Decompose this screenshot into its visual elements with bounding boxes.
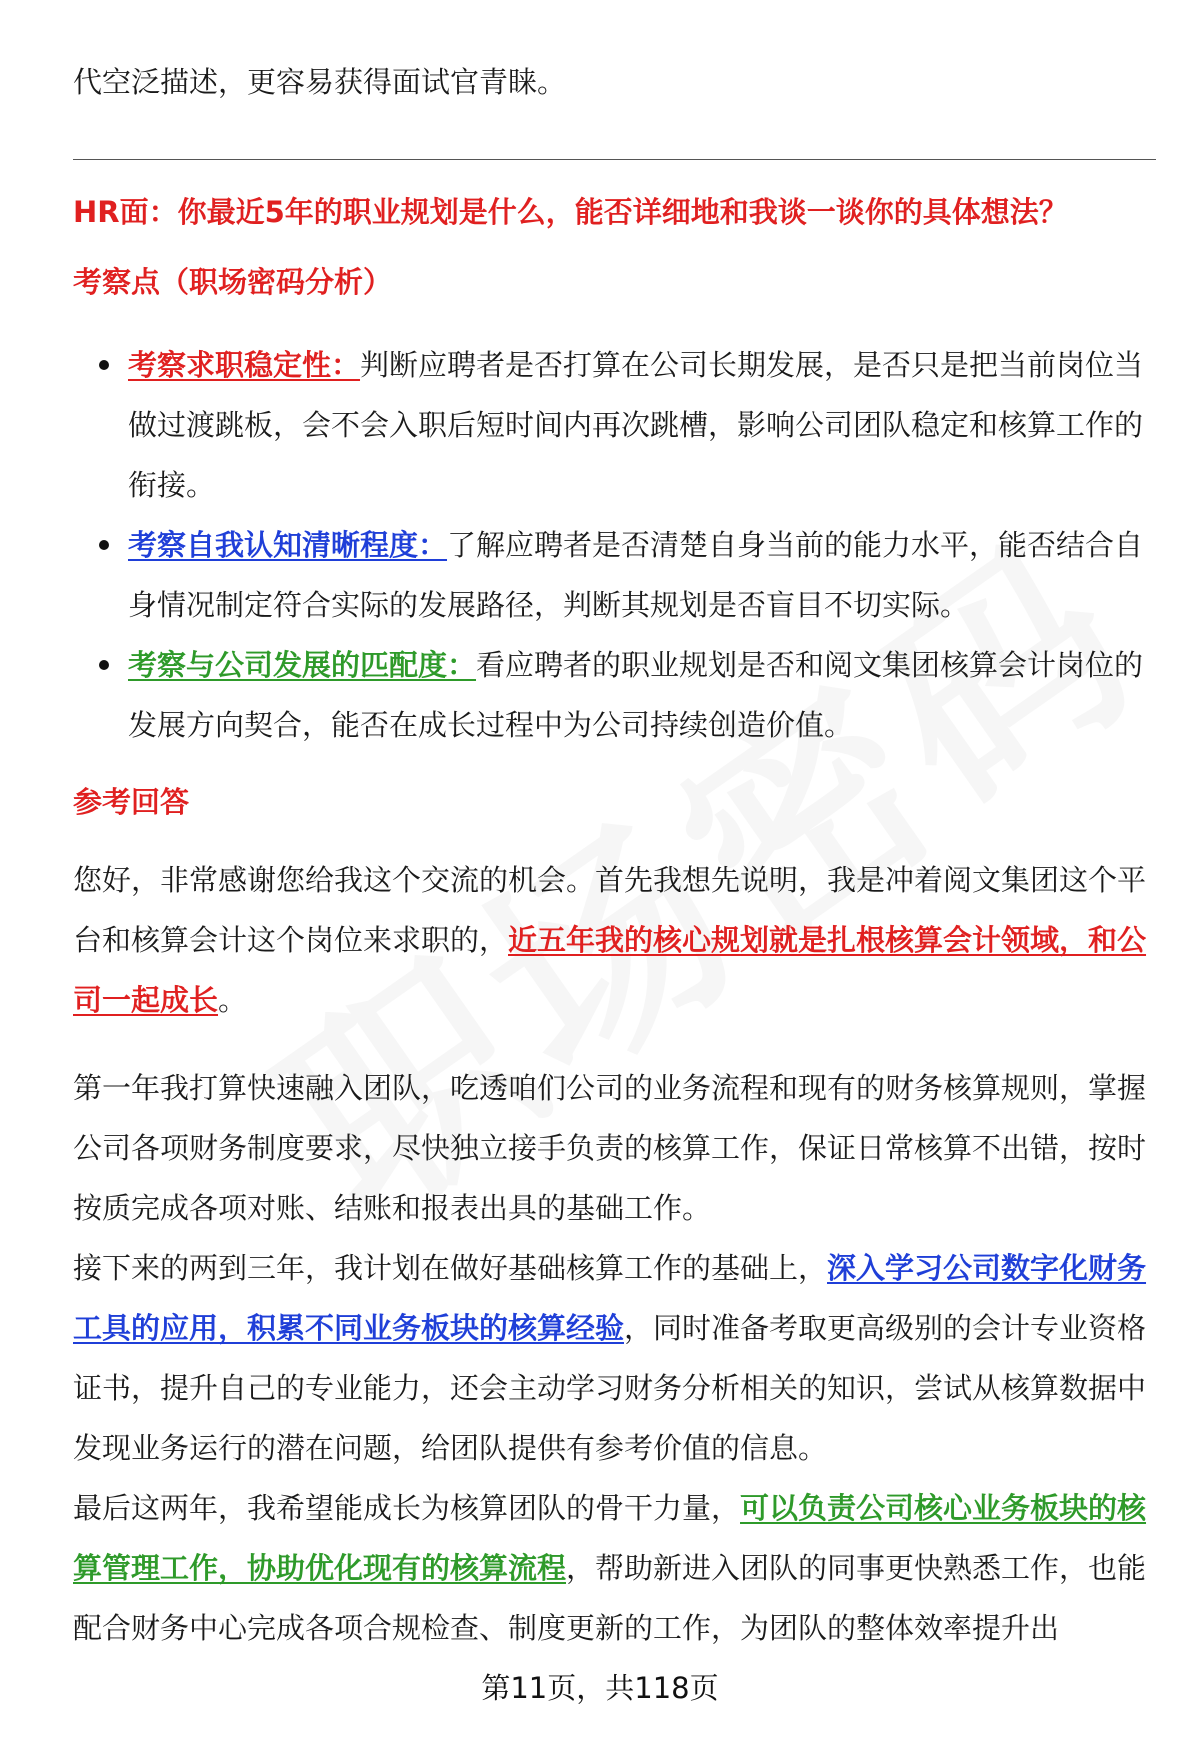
intro-paragraph: [73, 850, 1148, 1030]
bullet-text: 了解应聘者是否清楚自身当前的能力水平，能否结合自身情况制定符合实际的发展路径，判断其规划是否盲目不切实际。: [128, 528, 1144, 622]
page-number: 第11页，共118页: [481, 1671, 719, 1705]
bullet-icon: [99, 660, 109, 670]
year3-paragraph: [73, 1478, 1148, 1658]
list-item: [73, 515, 1156, 635]
list-item: [73, 335, 1156, 515]
section-divider: [73, 159, 1156, 160]
top-paragraph: 代空泛描述，更容易获得面试官青睐。: [73, 65, 567, 99]
year3-highlight: 可以负责公司核心业务板块的核算管理工作，协助优化现有的核算流程: [73, 1491, 1147, 1585]
year2-paragraph: [73, 1238, 1148, 1478]
bullet-label: 考察与公司发展的匹配度：: [128, 648, 477, 682]
bullet-text: 看应聘者的职业规划是否和阅文集团核算会计岗位的发展方向契合，能否在成长过程中为公司持续创造价值。: [128, 648, 1144, 742]
key-points-heading: 考察点（职场密码分析）: [73, 265, 393, 299]
intro-highlight: 近五年我的核心规划就是扎根核算会计领域，和公司一起成长: [73, 923, 1147, 1017]
answer-heading: 参考回答: [73, 785, 190, 819]
intro-text: 您好，非常感谢您给我这个交流的机会。首先我想先说明，我是冲着阅文集团这个平台和核算会计这个岗位来求职的，: [73, 863, 1147, 957]
question-heading: HR面：你最近5年的职业规划是什么，能否详细地和我谈一谈你的具体想法？: [73, 195, 1068, 229]
bullet-label: 考察求职稳定性：: [128, 348, 361, 382]
year2-highlight: 深入学习公司数字化财务工具的应用，积累不同业务板块的核算经验: [73, 1251, 1147, 1345]
key-points-list: [73, 335, 1156, 755]
year1-paragraph: 第一年我打算快速融入团队，吃透咱们公司的业务流程和现有的财务核算规则，掌握公司各项财务制度要求，尽快独立接手负责的核算工作，保证日常核算不出错，按时按质完成各项对账、结账和报表出具的基础工作。: [73, 1071, 1147, 1225]
list-item: [73, 635, 1156, 755]
bullet-icon: [99, 540, 109, 550]
intro-end: 。: [218, 983, 248, 1017]
year2-text: 接下来的两到三年，我计划在做好基础核算工作的基础上，: [73, 1251, 828, 1285]
year3-rest: ，帮助新进入团队的同事更快熟悉工作，也能配合财务中心完成各项合规检查、制度更新的工作，为团队的整体效率提升出: [73, 1551, 1147, 1645]
year2-rest: ，同时准备考取更高级别的会计专业资格证书，提升自己的专业能力，还会主动学习财务分析相关的知识，尝试从核算数据中发现业务运行的潜在问题，给团队提供有参考价值的信息。: [73, 1311, 1147, 1465]
bullet-icon: [99, 360, 109, 370]
year3-text: 最后这两年，我希望能成长为核算团队的骨干力量，: [73, 1491, 741, 1525]
bullet-text: 判断应聘者是否打算在公司长期发展，是否只是把当前岗位当做过渡跳板，会不会入职后短时间内再次跳槽，影响公司团队稳定和核算工作的衔接。: [128, 348, 1144, 502]
bullet-label: 考察自我认知清晰程度：: [128, 528, 448, 562]
